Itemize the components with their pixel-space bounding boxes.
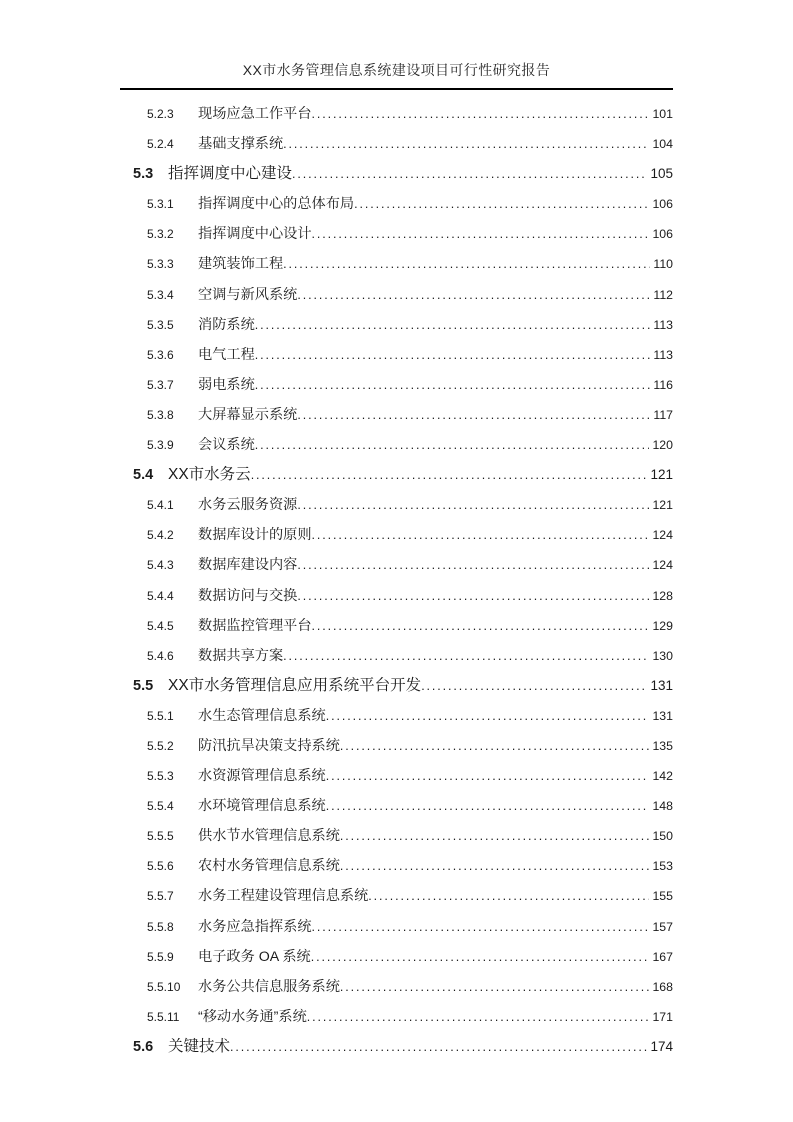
dot-leader <box>312 99 650 129</box>
page-header <box>120 0 673 80</box>
toc-entry[interactable] <box>120 400 673 430</box>
page-number: 153 <box>652 859 673 874</box>
toc-entry[interactable] <box>120 310 673 340</box>
toc-number: 5.5 <box>133 677 154 694</box>
toc-number: 5.3 <box>133 166 154 183</box>
toc-number: 5.3.6 <box>147 347 174 362</box>
toc-entry[interactable] <box>120 249 673 279</box>
dot-leader <box>230 1032 647 1062</box>
toc-entry[interactable] <box>120 1032 673 1062</box>
page-number: 171 <box>652 1009 673 1024</box>
page-number: 124 <box>652 558 673 573</box>
toc-entry[interactable] <box>120 972 673 1002</box>
dot-leader <box>255 370 651 400</box>
toc-title: 供水节水管理信息系统 <box>198 828 340 845</box>
toc-title: 会议系统 <box>198 437 255 454</box>
toc-title: XX市水务云 <box>168 466 251 484</box>
page-number: 167 <box>652 949 673 964</box>
dot-leader <box>326 701 650 731</box>
dot-leader <box>326 791 650 821</box>
page-number: 101 <box>652 107 673 121</box>
toc-title: 水务公共信息服务系统 <box>198 978 340 995</box>
page-number: 113 <box>653 347 673 362</box>
toc-entry[interactable] <box>120 1002 673 1032</box>
toc-title: 数据库建设内容 <box>198 557 298 574</box>
toc-number: 5.3.5 <box>147 317 174 332</box>
header-rule <box>120 88 673 90</box>
toc-number: 5.5.9 <box>147 949 174 964</box>
page-number: 105 <box>650 166 673 182</box>
page-number: 117 <box>653 407 673 422</box>
toc-number: 5.4.5 <box>147 618 174 633</box>
toc-entry[interactable] <box>120 671 673 701</box>
dot-leader <box>297 280 650 310</box>
toc-entry[interactable] <box>120 942 673 972</box>
toc-number: 5.4 <box>133 467 154 484</box>
toc-number: 5.4.4 <box>147 588 174 603</box>
dot-leader <box>255 340 651 370</box>
dot-leader <box>311 942 650 972</box>
toc-number: 5.3.8 <box>147 407 174 422</box>
page-number: 130 <box>652 648 673 663</box>
toc-number: 5.3.1 <box>147 197 174 212</box>
toc-number: 5.5.3 <box>147 769 174 784</box>
toc-number: 5.3.3 <box>147 257 174 272</box>
toc-entry[interactable] <box>120 851 673 881</box>
page-number: 121 <box>650 467 673 483</box>
toc-entry[interactable] <box>120 99 673 129</box>
content-area <box>120 0 673 1062</box>
dot-leader <box>340 731 650 761</box>
toc-title: 电子政务 OA 系统 <box>198 948 311 965</box>
toc-title: 防汛抗旱决策支持系统 <box>198 737 340 754</box>
dot-leader <box>255 430 650 460</box>
dot-leader <box>283 129 649 159</box>
toc-title: 数据访问与交换 <box>198 587 298 604</box>
toc-number: 5.5.1 <box>147 708 174 723</box>
dot-leader <box>297 400 650 430</box>
page-number: 106 <box>652 197 673 212</box>
toc-number: 5.5.7 <box>147 889 174 904</box>
page-number: 128 <box>652 588 673 603</box>
toc-number: 5.6 <box>133 1038 154 1055</box>
toc-title: 水务应急指挥系统 <box>198 918 312 935</box>
toc-entry[interactable] <box>120 340 673 370</box>
toc-title: XX市水务管理信息应用系统平台开发 <box>168 676 422 694</box>
dot-leader <box>340 851 650 881</box>
toc-entry[interactable] <box>120 280 673 310</box>
toc-number: 5.2.3 <box>147 107 174 121</box>
toc-title: 空调与新风系统 <box>198 286 298 303</box>
page-number: 110 <box>653 257 673 272</box>
page-number: 116 <box>653 377 673 392</box>
dot-leader <box>340 972 650 1002</box>
toc-number: 5.5.5 <box>147 829 174 844</box>
toc-entry[interactable] <box>120 821 673 851</box>
toc-title: 数据共享方案 <box>198 647 284 664</box>
page-number: 131 <box>650 677 673 693</box>
dot-leader <box>368 881 649 911</box>
toc-entry[interactable] <box>120 490 673 520</box>
toc-entry[interactable] <box>120 731 673 761</box>
dot-leader <box>297 490 649 520</box>
toc-title: 现场应急工作平台 <box>198 106 312 122</box>
toc-entry[interactable] <box>120 611 673 641</box>
page-number: 106 <box>652 227 673 242</box>
dot-leader <box>292 159 647 189</box>
toc-entry[interactable] <box>120 520 673 550</box>
toc-title: 消防系统 <box>198 316 255 333</box>
toc-entry[interactable] <box>120 129 673 159</box>
toc-entry[interactable] <box>120 791 673 821</box>
page-number: 142 <box>652 769 673 784</box>
toc-entry[interactable] <box>120 881 673 911</box>
toc-title: 农村水务管理信息系统 <box>198 858 340 875</box>
page-number: 135 <box>652 738 673 753</box>
toc-title: 水务工程建设管理信息系统 <box>198 888 369 905</box>
toc-title: 弱电系统 <box>198 376 255 393</box>
page-number: 168 <box>652 979 673 994</box>
toc-entry[interactable] <box>120 460 673 490</box>
toc-entry[interactable] <box>120 550 673 580</box>
toc-number: 5.3.9 <box>147 438 174 453</box>
toc-title: 指挥调度中心设计 <box>198 226 312 243</box>
page-number: 124 <box>652 528 673 543</box>
toc-title: “移动水务通”系统 <box>198 1008 307 1025</box>
toc-number: 5.4.2 <box>147 528 174 543</box>
page-number: 150 <box>652 829 673 844</box>
dot-leader <box>297 581 649 611</box>
dot-leader <box>251 460 648 490</box>
page-number: 113 <box>653 317 673 332</box>
toc-number: 5.2.4 <box>147 137 174 152</box>
dot-leader <box>340 821 650 851</box>
page-number: 121 <box>652 498 673 513</box>
dot-leader <box>283 249 650 279</box>
toc-number: 5.4.3 <box>147 558 174 573</box>
toc-title: 水资源管理信息系统 <box>198 768 326 785</box>
toc-title: 水环境管理信息系统 <box>198 798 326 815</box>
toc-title: 水务云服务资源 <box>198 497 298 514</box>
page-number: 129 <box>652 618 673 633</box>
header-title: XX市水务管理信息系统建设项目可行性研究报告 <box>242 62 551 78</box>
toc-number: 5.5.11 <box>147 1009 180 1024</box>
dot-leader <box>255 310 651 340</box>
page-number: 148 <box>652 799 673 814</box>
toc-number: 5.4.1 <box>147 498 174 513</box>
toc-title: 建筑装饰工程 <box>198 256 284 273</box>
page-number: 155 <box>652 889 673 904</box>
toc-entry[interactable] <box>120 761 673 791</box>
page-number: 120 <box>652 438 673 453</box>
toc-number: 5.5.6 <box>147 859 174 874</box>
toc-number: 5.3.4 <box>147 287 174 302</box>
toc-number: 5.5.8 <box>147 919 174 934</box>
dot-leader <box>283 641 649 671</box>
toc-title: 基础支撑系统 <box>198 136 284 153</box>
toc-entry[interactable] <box>120 189 673 219</box>
toc-title: 大屏幕显示系统 <box>198 406 298 423</box>
page-number: 157 <box>652 919 673 934</box>
toc-entry[interactable] <box>120 912 673 942</box>
toc-number: 5.5.2 <box>147 738 174 753</box>
page-number: 104 <box>652 137 673 152</box>
toc-list <box>120 99 673 1062</box>
dot-leader <box>312 912 650 942</box>
dot-leader <box>297 550 649 580</box>
toc-number: 5.3.2 <box>147 227 174 242</box>
toc-number: 5.5.4 <box>147 799 174 814</box>
dot-leader <box>312 520 650 550</box>
toc-title: 关键技术 <box>168 1037 231 1055</box>
toc-number: 5.5.10 <box>147 979 181 994</box>
dot-leader <box>312 219 650 249</box>
toc-entry[interactable] <box>120 159 673 189</box>
toc-entry[interactable] <box>120 430 673 460</box>
toc-entry[interactable] <box>120 370 673 400</box>
toc-title: 水生态管理信息系统 <box>198 707 326 724</box>
toc-title: 数据库设计的原则 <box>198 527 312 544</box>
toc-title: 电气工程 <box>198 346 255 363</box>
toc-entry[interactable] <box>120 581 673 611</box>
dot-leader <box>354 189 649 219</box>
dot-leader <box>312 611 650 641</box>
page-number: 131 <box>652 708 673 723</box>
page-number: 174 <box>650 1038 673 1054</box>
toc-title: 指挥调度中心的总体布局 <box>198 196 355 213</box>
dot-leader <box>421 671 647 701</box>
toc-title: 数据监控管理平台 <box>198 617 312 634</box>
toc-entry[interactable] <box>120 641 673 671</box>
toc-entry[interactable] <box>120 219 673 249</box>
dot-leader <box>307 1002 650 1032</box>
toc-entry[interactable] <box>120 701 673 731</box>
toc-title: 指挥调度中心建设 <box>168 165 293 183</box>
toc-number: 5.3.7 <box>147 377 174 392</box>
dot-leader <box>326 761 650 791</box>
toc-number: 5.4.6 <box>147 648 174 663</box>
page-number: 112 <box>653 287 673 302</box>
